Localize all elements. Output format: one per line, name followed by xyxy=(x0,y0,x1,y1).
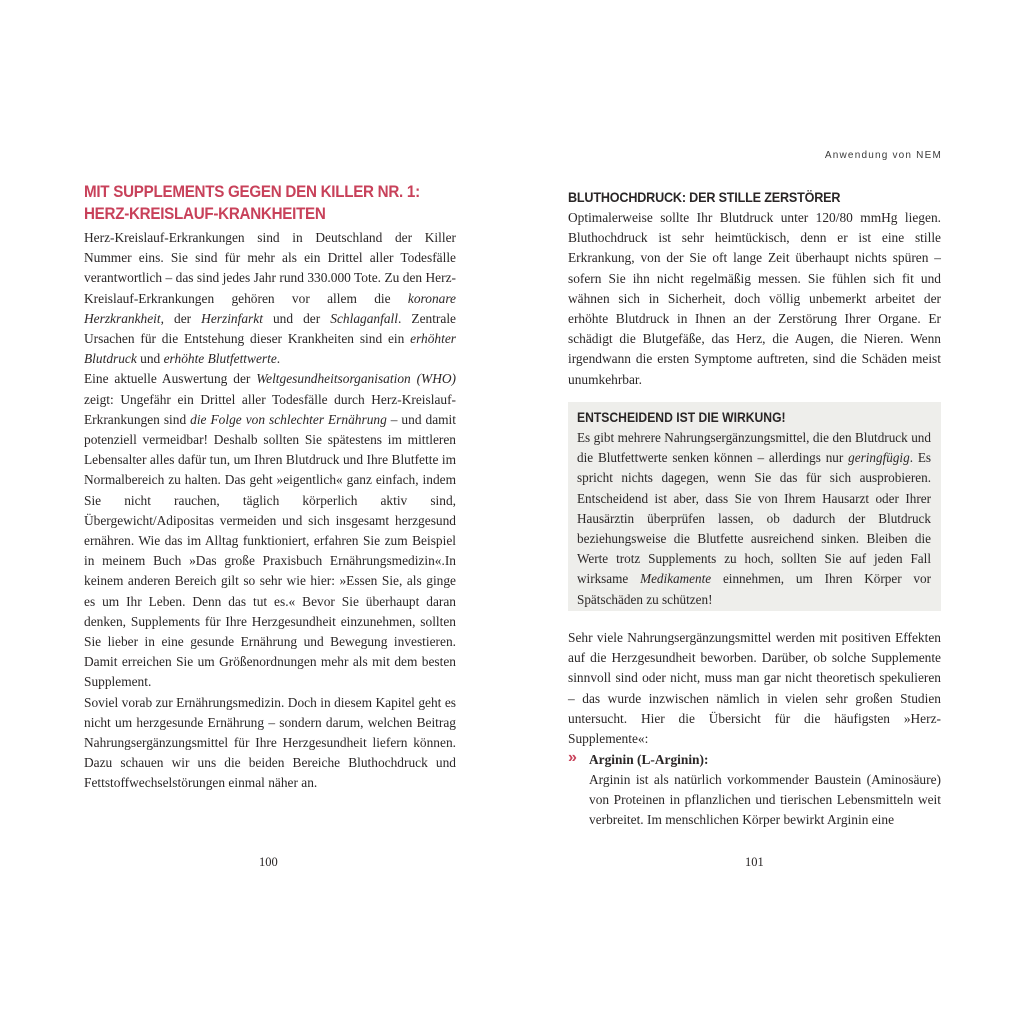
left-body-text xyxy=(84,228,456,794)
italic-term: geringfügig xyxy=(848,450,910,466)
text-run: Es gibt mehrere Nahrungsergänzungsmittel, die den Blutdruck und die Blutfettwerte senken können – allerdings nur xyxy=(577,430,931,466)
list-item-arginin xyxy=(568,750,941,831)
list-item-heading: Arginin (L-Arginin): xyxy=(589,752,709,767)
right-intro-text: Optimalerweise sollte Ihr Blutdruck unter 120/80 mmHg liegen. Bluthochdruck ist sehr heimtückisch, denn er ist eine stille Erkrankung, von der Sie oft lange Zeit überhaupt nichts spüren – sofern Sie ihn nicht regelmäßig messen. Sie fühlen sich fit und wähnen sich in Sicherheit, doch völlig unbemerkt arbeitet der erhöhte Blutdruck in Ihnen an der Zerstörung Ihrer Organe. Er schädigt die Blutgefäße, das Herz, die Augen, die Nieren. Wenn irgendwann die ersten Symptome auftreten, sind die Schäden meist unumkehrbar. xyxy=(568,210,941,387)
italic-term: Medikamente xyxy=(640,571,712,587)
italic-term: erhöhte Blutfettwerte xyxy=(163,351,277,367)
italic-term: die Folge von schlechter Ernährung xyxy=(190,411,387,427)
page-number-left: 100 xyxy=(259,855,278,869)
info-box-title: ENTSCHEIDEND IST DIE WIRKUNG! xyxy=(577,410,786,425)
info-box xyxy=(568,402,941,611)
right-body-text: Sehr viele Nahrungsergänzungsmittel werden mit positiven Effekten auf die Herzgesundheit beworben. Darüber, ob solche Supplemente sinnvoll sind oder nicht, muss man gar nicht theoretisch spekulieren – das wurde inzwischen nämlich in vielen sehr großen Studien untersucht. Hier die Übersicht für die häufigsten »Herz-Supplemente«: xyxy=(568,630,941,747)
chapter-title-line-1: MIT SUPPLEMENTS GEGEN DEN KILLER NR. 1: xyxy=(84,183,420,201)
paragraph-1 xyxy=(84,228,456,369)
bullet-icon: » xyxy=(568,749,577,766)
chapter-title-line-2: HERZ-KREISLAUF-KRANKHEITEN xyxy=(84,205,326,223)
text-run: . Zentrale Ursachen für die Entstehung dieser Krankheiten sind ein xyxy=(84,310,456,347)
text-run: Eine aktuelle Auswertung der xyxy=(84,371,257,387)
italic-term: koronare Herzkrankheit xyxy=(84,290,456,326)
list-item-text: Arginin ist als natürlich vorkommender Baustein (Aminosäure) von Proteinen in pflanzlichen und tierischen Lebensmitteln weit verbreitet. Im menschlichen Körper bewirkt Arginin eine xyxy=(589,772,941,828)
text-run: zeigt: Ungefähr ein Drittel aller Todesfälle durch Herz-Kreislauf-Erkrankungen sind xyxy=(84,391,456,427)
section-title: BLUTHOCHDRUCK: DER STILLE ZERSTÖRER xyxy=(568,189,841,205)
text-run: – und damit potenziell vermeidbar! Deshalb sollten Sie spätestens im mittleren Lebensalter alles dafür tun, um Ihren Blutdruck und Ihre Blutfette im Normalbereich zu halten. Das geht »eigentlich« ganz einfach, indem Sie nicht rauchen, täglich körperlich aktiv sind, Übergewicht/Adipositas vermeiden und sich insgesamt herzgesund ernähren. Wie das im Alltag funktioniert, erfahren Sie zum Beispiel in meinem Buch »Das große Praxisbuch Ernährungsmedizin«.In keinem anderen Bereich gilt so sehr wie hier: »Essen Sie, als ginge es um Ihr Leben. Denn das tut es.« Bevor Sie überhaupt daran denken, Supplements für Ihre Herzgesundheit einzunehmen, sollten Sie lieber in eine gesunde Ernährung und Bewegung investieren. Damit erreichen Sie um Größenordnungen mehr als mit dem besten Supplement. xyxy=(84,411,456,690)
text-run: . xyxy=(276,351,281,367)
text-run: und xyxy=(136,351,164,367)
text-run: und der xyxy=(262,310,331,326)
italic-term: Herzinfarkt xyxy=(201,310,263,326)
text-run: Herz-Kreislauf-Erkrankungen sind in Deutschland der Killer Nummer eins. Sie sind für mehr als ein Drittel aller Todesfälle verantwortlich – das sind jedes Jahr rund 330.000 Tote. Zu den Herz-Kreislauf-Erkrankungen gehören vor allem die xyxy=(84,230,456,306)
chapter-title xyxy=(84,181,434,225)
info-box-text xyxy=(577,428,931,610)
italic-term: Weltgesundheitsorganisation (WHO) xyxy=(256,371,456,387)
page-number-right: 101 xyxy=(745,855,764,869)
text-run: einnehmen, um Ihren Körper vor Spätschäden zu schützen! xyxy=(577,571,931,607)
text-run: . Es spricht nichts dagegen, wenn Sie das für sich ausprobieren. Entscheidend ist aber, dass Sie von Ihrem Hausarzt oder Ihrer Hausärztin überprüfen lassen, ob dadurch der Blutdruck beziehungsweise die Blutfette ausreichend sinken. Bleiben die Werte trotz Supplements zu hoch, sollten Sie auf jeden Fall wirksame xyxy=(577,450,932,587)
italic-term: Schlaganfall xyxy=(330,310,398,326)
running-head: Anwendung von NEM xyxy=(824,150,942,161)
italic-term: erhöhter Blutdruck xyxy=(84,331,456,367)
paragraph-3: Soviel vorab zur Ernährungsmedizin. Doch in diesem Kapitel geht es nicht um herzgesunde Ernährung – sondern darum, welchen Beitrag Nahrungsergänzungsmittel für Ihre Herzgesundheit liefern können. Dazu schauen wir uns die beiden Bereiche Bluthochdruck und Fettstoffwechselstörungen einmal näher an. xyxy=(84,694,456,791)
text-run: , der xyxy=(160,310,202,326)
paragraph-2 xyxy=(84,369,456,692)
